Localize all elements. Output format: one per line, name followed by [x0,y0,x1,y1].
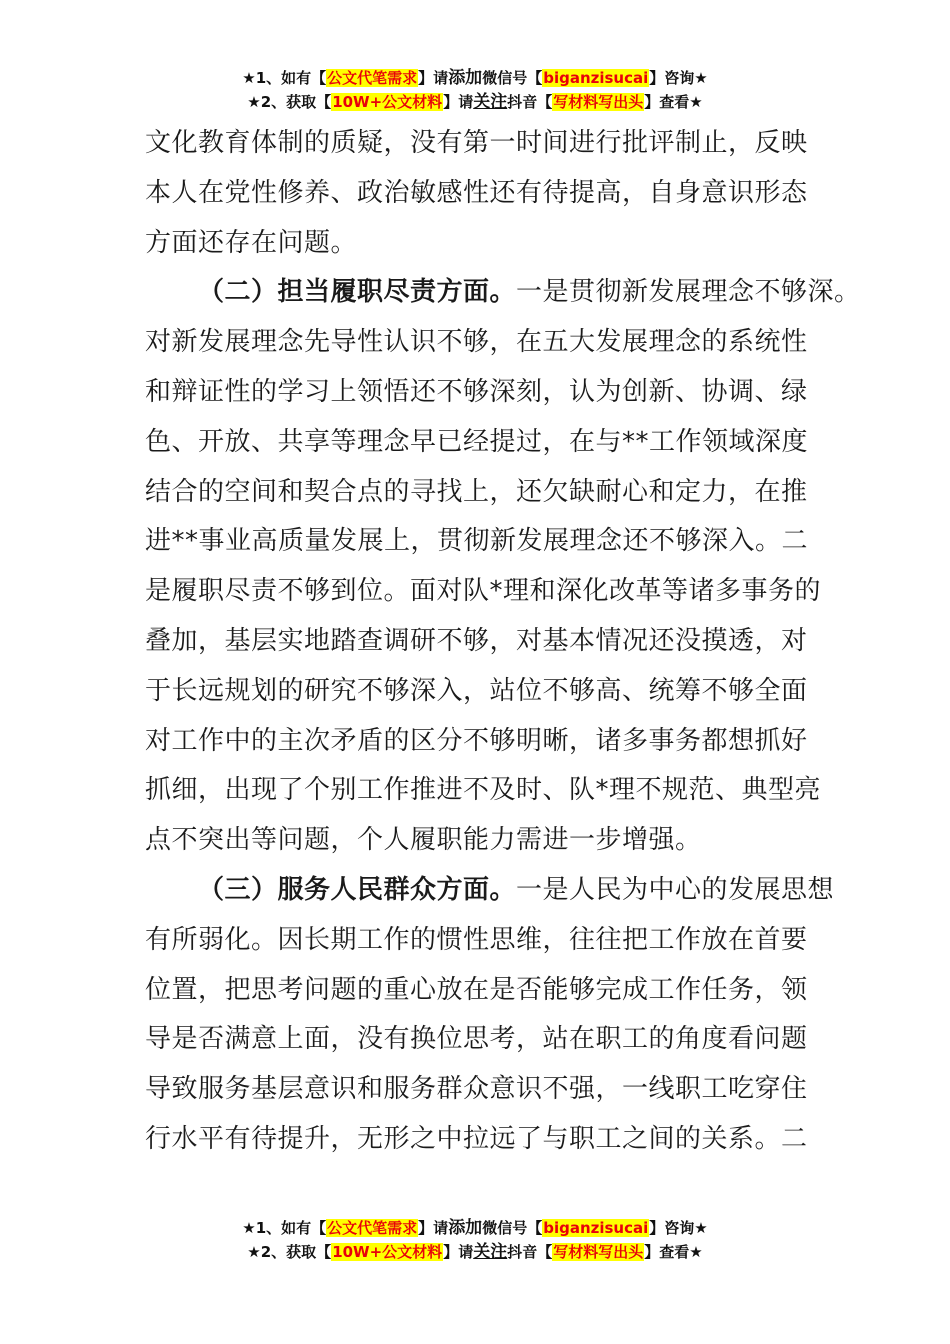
section-2-heading: （二）担当履职尽责方面。 [198,277,517,308]
promo-text: 抖音【 [507,1243,553,1261]
promo-text: 抖音【 [507,93,553,111]
body-text-run: 一是人民为中心的发展思想 [516,874,835,905]
body-line: 对新发展理念先导性认识不够，在五大发展理念的系统性 [145,327,808,358]
body-line: 本人在党性修养、政治敏感性还有待提高，自身意识形态 [145,177,808,208]
promo-text: 微信号【 [482,69,543,87]
body-line: 导是否满意上面，没有换位思考，站在职工的角度看问题 [145,1024,808,1055]
promo-text: ★2、获取【 [247,93,332,111]
promo-banner-top [0,66,950,114]
promo-highlight-materials: 10W+公文材料 [332,93,443,111]
promo-line-1 [0,1216,950,1240]
body-line: 对工作中的主次矛盾的区分不够明晰，诸多事务都想抓好 [145,725,808,756]
promo-line-1 [0,66,950,90]
body-line: 行水平有待提升，无形之中拉远了与职工之间的关系。二 [145,1123,808,1154]
body-line: 进**事业高质量发展上，贯彻新发展理念还不够深入。二 [145,526,809,557]
promo-text: ★1、如有【 [242,1219,327,1237]
promo-text: 】查看★ [644,1243,703,1261]
body-line: 有所弱化。因长期工作的惯性思维，往往把工作放在首要 [145,924,808,955]
promo-highlight-wechat-id: biganzisucai [543,1219,649,1237]
promo-highlight-service: 公文代笔需求 [327,1219,418,1237]
promo-line-2 [0,1240,950,1264]
body-line: 色、开放、共享等理念早已经提过，在与**工作领域深度 [145,426,809,457]
body-line: 是履职尽责不够到位。面对队*理和深化改革等诸多事务的 [145,576,822,607]
promo-text: 】请 [418,69,449,87]
body-text-run: 一是贯彻新发展理念不够深。 [516,277,861,308]
body-line: 和辩证性的学习上领悟还不够深刻，认为创新、协调、绿 [145,376,808,407]
document-body [145,119,861,1165]
body-line: 叠加，基层实地踏查调研不够，对基本情况还没摸透，对 [145,625,808,656]
body-line: 点不突出等问题，个人履职能力需进一步增强。 [145,825,702,856]
promo-emphasis: 添加 [448,1218,483,1238]
body-line: 方面还存在问题。 [145,227,358,258]
promo-text: 】请 [418,1219,449,1237]
promo-text: ★1、如有【 [242,69,327,87]
promo-text: 】请 [443,1243,474,1261]
body-line: 结合的空间和契合点的寻找上，还欠缺耐心和定力，在推 [145,476,808,507]
promo-text: 】咨询★ [649,69,708,87]
body-line: 导致服务基层意识和服务群众意识不强，一线职工吃穿住 [145,1074,808,1105]
promo-text: 】查看★ [644,93,703,111]
promo-highlight-service: 公文代笔需求 [327,69,418,87]
section-3-first-line [145,866,845,916]
promo-emphasis: 关注 [473,1242,508,1262]
promo-text: ★2、获取【 [247,1243,332,1261]
promo-emphasis: 添加 [448,68,483,88]
section-2-first-line [145,268,861,318]
section-3-heading: （三）服务人民群众方面。 [198,874,517,905]
promo-text: 】咨询★ [649,1219,708,1237]
promo-line-2 [0,90,950,114]
promo-banner-bottom [0,1216,950,1264]
promo-highlight-douyin-account: 写材料写出头 [553,1243,644,1261]
promo-highlight-wechat-id: biganzisucai [543,69,649,87]
body-line: 于长远规划的研究不够深入，站位不够高、统筹不够全面 [145,675,808,706]
promo-emphasis: 关注 [473,92,508,112]
promo-highlight-materials: 10W+公文材料 [332,1243,443,1261]
body-line: 抓细，出现了个别工作推进不及时、队*理不规范、典型亮 [145,775,822,806]
body-line: 位置，把思考问题的重心放在是否能够完成工作任务，领 [145,974,808,1005]
promo-text: 】请 [443,93,474,111]
promo-text: 微信号【 [482,1219,543,1237]
body-line: 文化教育体制的质疑，没有第一时间进行批评制止，反映 [145,128,808,158]
promo-highlight-douyin-account: 写材料写出头 [553,93,644,111]
